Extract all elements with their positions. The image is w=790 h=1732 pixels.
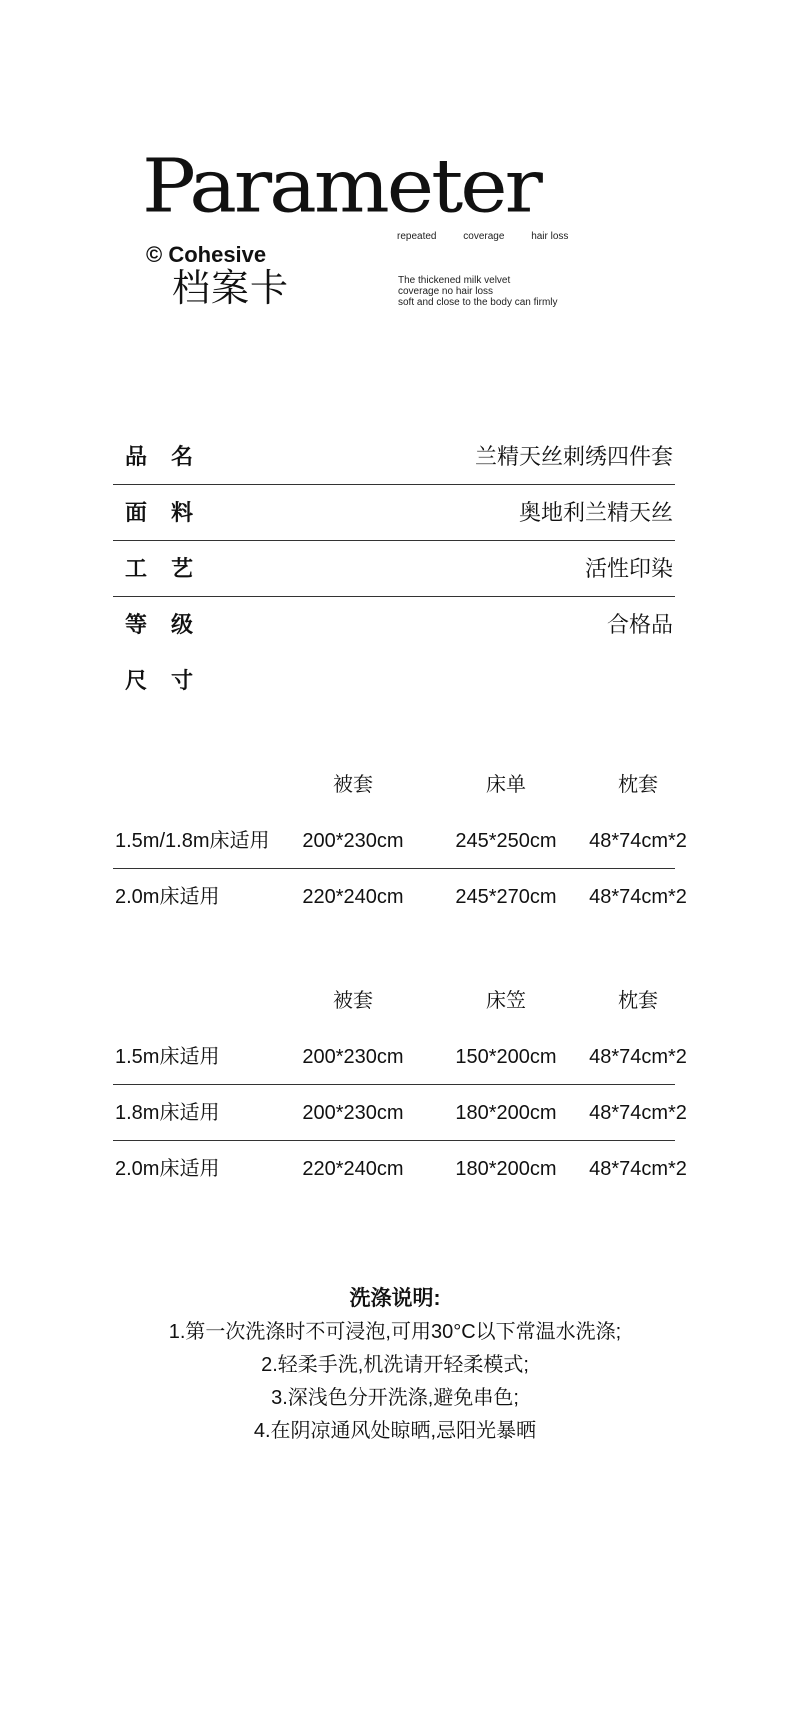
table-header: 床单: [486, 774, 526, 796]
table-header-row: [113, 757, 675, 813]
table-cell: 200*230cm: [302, 830, 404, 852]
spec-label: 工艺: [125, 556, 218, 581]
table-cell: 180*200cm: [455, 1102, 557, 1124]
table-header: 床笠: [486, 990, 526, 1012]
spec-label: 等级: [125, 612, 218, 637]
table-header: 被套: [333, 774, 373, 796]
table-cell: 1.5m床适用: [115, 1046, 220, 1068]
table-cell: 150*200cm: [455, 1046, 557, 1068]
spec-label: 面料: [125, 500, 218, 525]
tag-list: [397, 231, 592, 242]
table-header: 枕套: [618, 774, 658, 796]
page-title: Parameter: [142, 143, 540, 230]
washing-instructions: [0, 1283, 790, 1448]
tag-coverage: coverage: [463, 231, 505, 242]
washing-line: 2.轻柔手洗,机洗请开轻柔模式;: [261, 1354, 529, 1376]
table-cell: 1.8m床适用: [115, 1102, 220, 1124]
brand-subtitle: 档案卡: [172, 268, 290, 310]
table-cell: 48*74cm*2: [589, 1102, 687, 1124]
spec-row-fabric: [113, 485, 675, 541]
product-description: The thickened milk velvet coverage no hair loss soft and close to the body can firmly: [398, 275, 558, 308]
spec-row-grade: [113, 597, 675, 653]
washing-title: 洗涤说明:: [349, 1287, 441, 1310]
table-cell: 180*200cm: [455, 1158, 557, 1180]
spec-label: 品名: [125, 444, 218, 469]
table-cell: 245*250cm: [455, 830, 557, 852]
table-cell: 48*74cm*2: [589, 830, 687, 852]
tag-hair-loss: hair loss: [531, 231, 569, 242]
table-cell: 245*270cm: [455, 886, 557, 908]
table-cell: 48*74cm*2: [589, 1046, 687, 1068]
table-header: 被套: [333, 990, 373, 1012]
washing-line: 3.深浅色分开洗涤,避免串色;: [271, 1387, 519, 1409]
table-row: [113, 813, 687, 869]
washing-line: 4.在阴凉通风处晾晒,忌阳光暴晒: [253, 1420, 537, 1442]
table-cell: 48*74cm*2: [589, 1158, 687, 1180]
table-cell: 200*230cm: [302, 1102, 404, 1124]
spec-value: 兰精天丝刺绣四件套: [474, 444, 673, 469]
spec-value: 合格品: [606, 612, 673, 637]
table-cell: 1.5m/1.8m床适用: [115, 830, 270, 852]
table-row: [113, 1085, 687, 1141]
table-cell: 2.0m床适用: [115, 886, 220, 908]
tag-repeated: repeated: [397, 231, 437, 242]
spec-value: 奥地利兰精天丝: [518, 500, 673, 525]
brand-name: © Cohesive: [146, 242, 267, 267]
table-row: [113, 1141, 687, 1197]
table-row: [113, 1029, 687, 1085]
table-row: [113, 869, 687, 925]
washing-line: 1.第一次洗涤时不可浸泡,可用30°C以下常温水洗涤;: [168, 1321, 622, 1343]
size-table-fitted: [113, 973, 687, 1197]
table-header-row: [113, 973, 675, 1029]
spec-row-size: [113, 653, 675, 709]
table-cell: 220*240cm: [302, 1158, 404, 1180]
size-table-sheet: [113, 757, 687, 925]
spec-row-name: [113, 429, 675, 485]
table-cell: 48*74cm*2: [589, 886, 687, 908]
table-cell: 2.0m床适用: [115, 1158, 220, 1180]
spec-value: 活性印染: [584, 556, 673, 581]
table-header: 枕套: [618, 990, 658, 1012]
table-cell: 200*230cm: [302, 1046, 404, 1068]
spec-row-craft: [113, 541, 675, 597]
spec-label: 尺寸: [125, 668, 218, 693]
table-cell: 220*240cm: [302, 886, 404, 908]
